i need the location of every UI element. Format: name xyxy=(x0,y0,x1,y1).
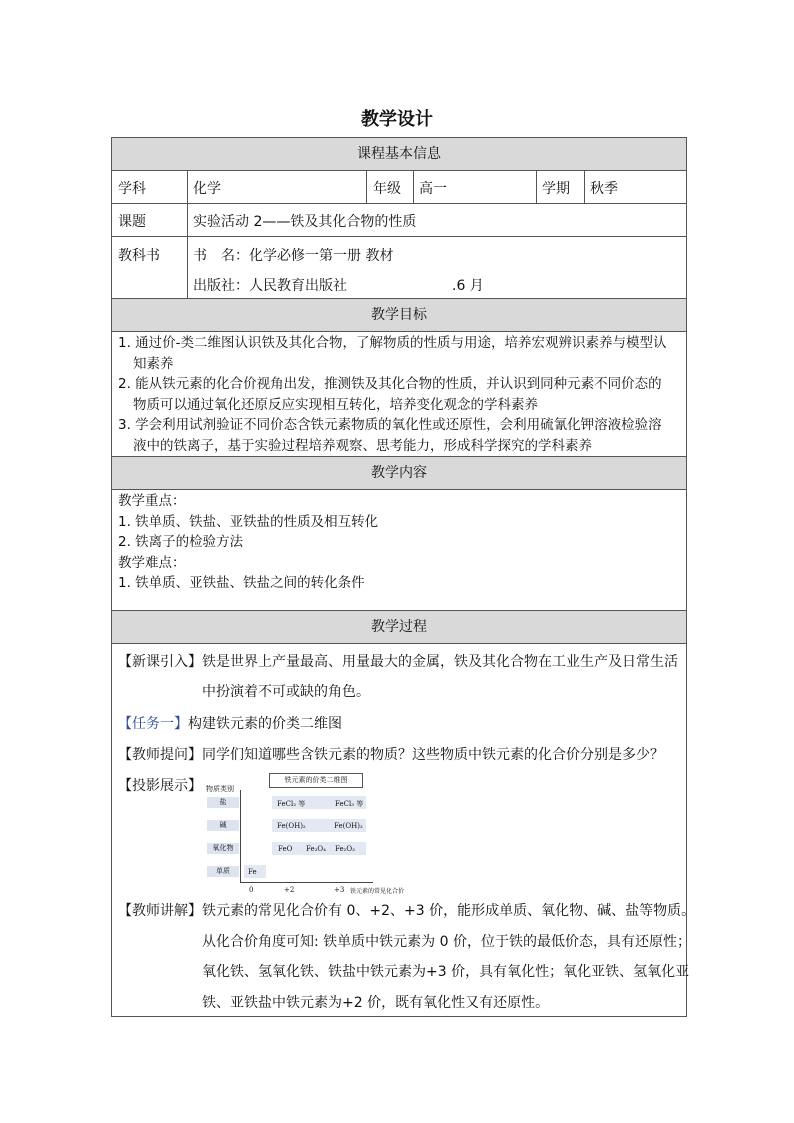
valence-category-diagram xyxy=(200,770,405,896)
element-fe: Fe xyxy=(248,868,257,876)
section-basic-info: 课程基本信息 xyxy=(112,138,686,170)
topic-value: 实验活动 2——铁及其化合物的性质 xyxy=(193,214,417,230)
objective-2: 2. 能从铁元素的化合价视角出发，推测铁及其化合物的性质，并认识到同种元素不同价态的 物质可以通过氧化还原反应实现相互转化，培养变化观念的学科素养 xyxy=(118,376,662,413)
subject-label: 学科 xyxy=(118,181,146,197)
salt-fe2: FeCl₂ 等 xyxy=(277,800,306,808)
question-label: 【教师提问】 xyxy=(118,747,202,763)
oxide-feo: FeO xyxy=(278,845,293,853)
task-line xyxy=(118,713,342,733)
question-text: 同学们知道哪些含铁元素的物质？这些物质中铁元素的化合价分别是多少？ xyxy=(202,747,664,763)
intro-label: 【新课引入】 xyxy=(118,654,202,670)
intro-line xyxy=(118,651,678,671)
explain-line-3: 氧化铁、氢氧化铁、铁盐中铁元素为+3 价，具有氧化性；氧化亚铁、氢氧化亚 xyxy=(202,964,690,980)
grade-label: 年级 xyxy=(373,181,401,197)
base-fe3: Fe(OH)₃ xyxy=(334,822,363,830)
task-text: 构建铁元素的价类二维图 xyxy=(188,716,342,732)
task-label: 【任务一】 xyxy=(118,716,188,732)
term-value: 秋季 xyxy=(590,181,618,197)
objective-1: 1. 通过价-类二维图认识铁及其化合物，了解物质的性质与用途，培养宏观辨识素养与模型认 知素养 xyxy=(118,335,667,372)
topic-label: 课题 xyxy=(118,214,146,230)
category-base: 碱 xyxy=(207,820,239,831)
subject-value: 化学 xyxy=(193,181,221,197)
objective-3: 3. 学会利用试剂验证不同价态含铁元素物质的氧化性或还原性，会利用硫氰化钾溶液检验溶 液中的铁离子，基于实验过程培养观察、思考能力，形成科学探究的学科素养 xyxy=(118,417,662,454)
content-key-label: 教学重点： xyxy=(118,493,186,509)
oxide-fe2o3: Fe₂O₃ xyxy=(335,845,355,853)
content-key-1: 1. 铁单质、铁盐、亚铁盐的性质及相互转化 xyxy=(118,513,379,530)
explain-line-1: 【教师讲解】铁元素的常见化合价有 0、+2、+3 价，能形成单质、氧化物、碱、盐等物质。 xyxy=(118,903,696,919)
salt-fe3: FeCl₃ 等 xyxy=(335,800,364,808)
section-content: 教学内容 xyxy=(112,457,686,489)
content-list xyxy=(118,491,378,594)
category-element: 单质 xyxy=(207,866,239,877)
diagram-x-label: 铁元素的常见化合价 xyxy=(350,888,405,895)
intro-text-2: 中扮演着不可或缺的角色。 xyxy=(202,684,370,700)
x-tick-3: +3 xyxy=(334,886,345,894)
grade-value: 高一 xyxy=(419,181,447,197)
content-difficulty-1: 1. 铁单质、亚铁盐、铁盐之间的转化条件 xyxy=(118,575,365,591)
intro-text: 铁是世界上产量最高、用量最大的金属，铁及其化合物在工业生产及日常生活 xyxy=(202,654,678,670)
section-objectives: 教学目标 xyxy=(112,299,686,331)
term-label: 学期 xyxy=(542,181,570,197)
question-line xyxy=(118,744,664,764)
category-oxide: 氧化物 xyxy=(207,843,239,854)
explain-line-4: 铁、亚铁盐中铁元素为+2 价，既有氧化性又有还原性。 xyxy=(202,995,550,1011)
diagram-y-label: 物质类别 xyxy=(206,785,234,793)
x-tick-0: 0 xyxy=(249,886,254,894)
explain-line-2: 从化合价角度可知: 铁单质中铁元素为 0 价，位于铁的最低价态，具有还原性； xyxy=(202,934,691,950)
content-key-2: 2. 铁离子的检验方法 xyxy=(118,534,244,550)
textbook-label: 教科书 xyxy=(118,248,160,264)
category-salt: 盐 xyxy=(207,797,239,808)
page-title: 教学设计 xyxy=(361,109,433,130)
content-difficulty-label: 教学难点： xyxy=(118,554,186,571)
publisher: 出版社：人民教育出版社 xyxy=(193,278,347,294)
base-fe2: Fe(OH)₂ xyxy=(277,822,306,830)
book-name: 书 名：化学必修一第一册 教材 xyxy=(193,248,394,264)
oxide-fe3o4: Fe₃O₄ xyxy=(306,845,326,853)
section-process: 教学过程 xyxy=(112,611,686,643)
diagram-title: 铁元素的价类二维图 xyxy=(269,773,363,788)
x-tick-2: +2 xyxy=(284,886,295,894)
publish-month: .6 月 xyxy=(452,278,484,294)
projection-label: 【投影展示】 xyxy=(118,778,202,794)
explain-label: 【教师讲解】 xyxy=(118,903,202,919)
